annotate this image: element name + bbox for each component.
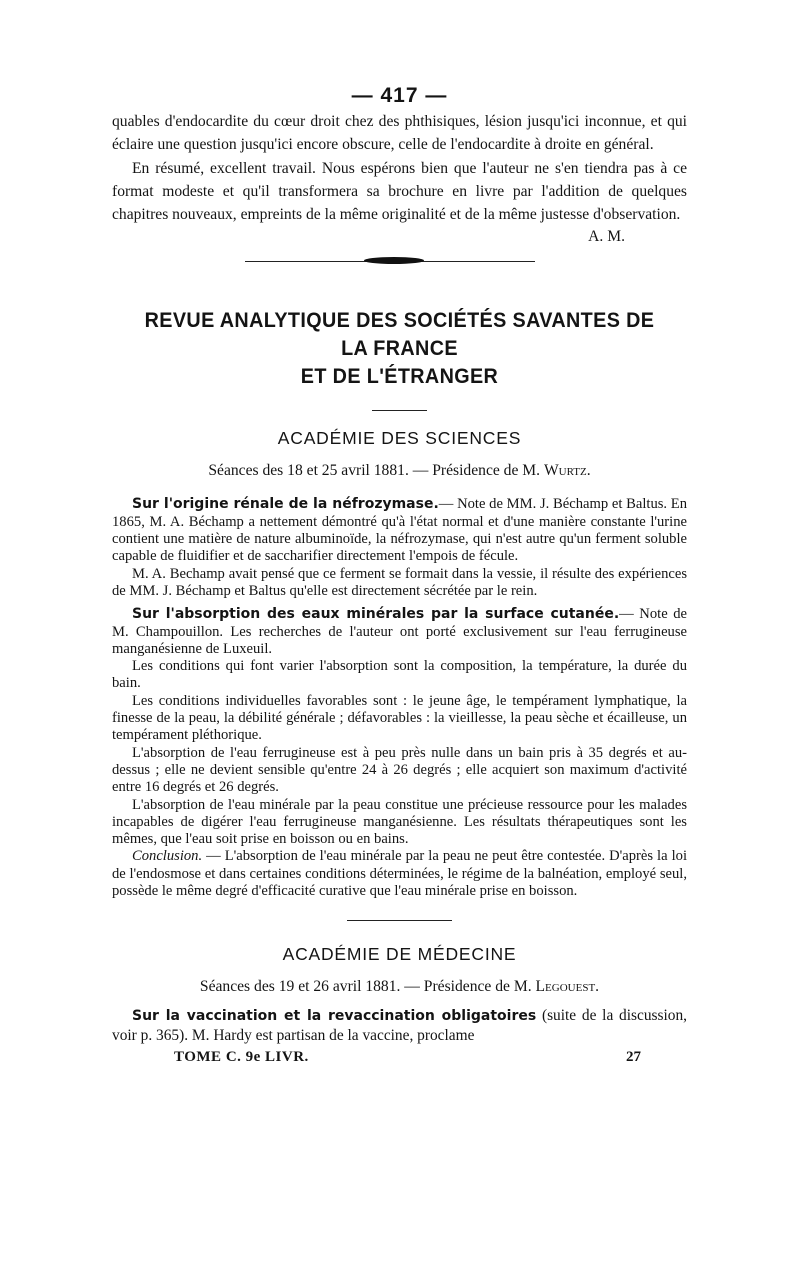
article-title: Sur l'absorption des eaux minérales par la surface cutanée. bbox=[132, 606, 620, 623]
seance-suffix: . bbox=[595, 978, 600, 996]
seance-suffix: . bbox=[586, 462, 591, 480]
article-paragraph: Les conditions individuelles favorables sont : le jeune âge, le tempérament lymphatique, la finesse de la peau, la débilité générale ; défavorables : la vieillesse, la peau sèche et écailleuse, un tempérament pléthorique. bbox=[112, 692, 687, 744]
article-title: Sur la vaccination et la revaccination obligatoires bbox=[132, 1008, 537, 1025]
section-heading-line-1: REVUE ANALYTIQUE DES SOCIÉTÉS SAVANTES DE LA FRANCE bbox=[144, 308, 655, 361]
article-vaccination bbox=[112, 1006, 687, 1046]
section-heading bbox=[135, 306, 664, 390]
president-name: Legouest bbox=[535, 978, 596, 996]
divider-rule bbox=[347, 920, 452, 921]
signature: A. M. bbox=[588, 228, 625, 246]
article-text: — Note de M. Champouillon. Les recherches de l'auteur ont porté exclusivement sur l'eau ferrugineuse manganésienne de Luxeuil. bbox=[112, 606, 687, 657]
page-footer bbox=[112, 1048, 687, 1066]
article-text: — Note de MM. J. Béchamp et Baltus. En 1865, M. A. Béchamp a nettement démontré qu'à l'état normal et d'une manière constante l'urine contient une matière de nature albuminoïde, la néfrozymase, qui n'est autre qu'un ferment soluble capable de fluidifier et de saccharifier directement l'empois de fécule. bbox=[112, 496, 688, 565]
academie-medecine-seance bbox=[112, 976, 687, 998]
seance-text: Séances des 19 et 26 avril 1881. — Présidence de M. bbox=[199, 978, 536, 996]
academie-sciences-seance bbox=[112, 460, 687, 482]
article-paragraph: L'absorption de l'eau ferrugineuse est à peu près nulle dans un bain pris à 35 degrés et au-dessus ; elle ne devient sensible qu'entre 24 à 26 degrés ; elle acquiert son maximum d'activité entre 16 degrés et 26 degrés. bbox=[112, 744, 687, 796]
seance-text: Séances des 18 et 25 avril 1881. — Présidence de M. bbox=[208, 462, 544, 480]
article-paragraph: M. A. Bechamp avait pensé que ce ferment se formait dans la vessie, il résulte des expériences de MM. J. Béchamp et Baltus qu'elle est directement sécrétée par le rein. bbox=[112, 565, 687, 599]
conclusion-label: Conclusion. bbox=[132, 848, 203, 865]
document-page bbox=[112, 84, 687, 1066]
section-heading-line-2: ET DE L'ÉTRANGER bbox=[300, 364, 499, 389]
footer-volume: TOME C. 9e LIVR. bbox=[174, 1049, 309, 1066]
article-absorption bbox=[112, 606, 687, 658]
article-text: (suite de la discussion, voir p. 365). M. Hardy est partisan de la vaccine, proclame bbox=[112, 1007, 688, 1045]
page-number: — 417 — bbox=[351, 84, 448, 107]
conclusion-text: — L'absorption de l'eau minérale par la peau ne peut être contestée. D'après la loi de l'endosmose et dans certaines conditions déterminées, le régime de la balnéation, employé seul, possède le même degré d'efficacité curative que l'eau minérale prise en boisson. bbox=[112, 848, 687, 900]
article-conclusion bbox=[112, 848, 687, 900]
ornamental-divider bbox=[112, 255, 687, 269]
footer-signature-number: 27 bbox=[626, 1049, 641, 1066]
intro-paragraph-2: En résumé, excellent travail. Nous espérons bien que l'auteur ne s'en tiendra pas à ce format modeste et qu'il transformera sa brochure en livre par l'addition de quelques chapitres nouveaux, empreints de la même originalité et de la même justesse d'observation. bbox=[112, 159, 687, 224]
divider-rule bbox=[372, 410, 427, 411]
article-nefrozymase bbox=[112, 496, 687, 565]
article-paragraph: Les conditions qui font varier l'absorption sont la composition, la température, la durée du bain. bbox=[112, 658, 687, 692]
academie-medecine-title: ACADÉMIE DE MÉDECINE bbox=[282, 944, 517, 965]
academie-sciences-title: ACADÉMIE DES SCIENCES bbox=[277, 428, 522, 449]
president-name: Wurtz bbox=[543, 462, 587, 480]
article-paragraph: L'absorption de l'eau minérale par la peau constitue une précieuse ressource pour les malades incapables de digérer l'eau ferrugineuse manganésienne. Les résultats thérapeutiques sont les mêmes, que l'eau soit prise en boisson ou en bains. bbox=[112, 796, 687, 848]
article-title: Sur l'origine rénale de la néfrozymase. bbox=[132, 496, 439, 513]
intro-paragraph-1: quables d'endocardite du cœur droit chez des phthisiques, lésion jusqu'ici inconnue, et qui éclaire une question jusqu'ici encore obscure, celle de l'endocardite à droite en général. bbox=[112, 113, 687, 154]
